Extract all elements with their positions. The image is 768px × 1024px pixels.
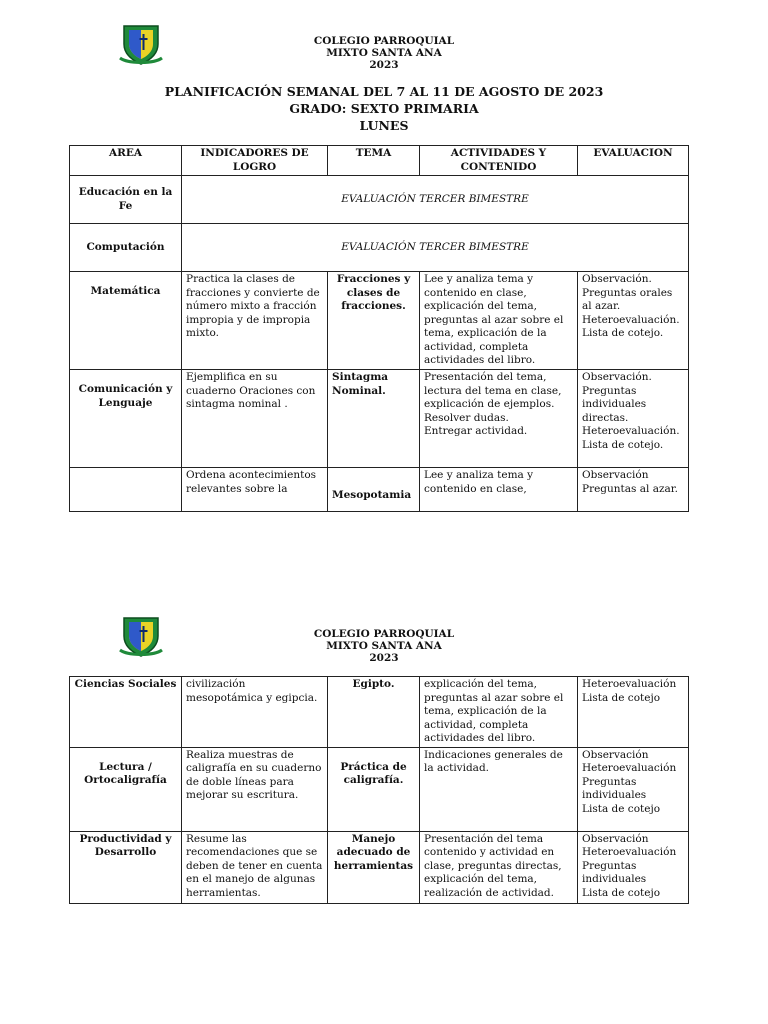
school-name-line1: COLEGIO PARROQUIAL [313, 35, 455, 47]
header-tema: TEMA [328, 146, 420, 176]
school-name-line2: MIXTO SANTA ANA [326, 47, 442, 59]
evaluacion-item: Observación. [582, 371, 652, 383]
evaluacion-item: Preguntas individuales [582, 859, 647, 885]
evaluacion-item: Observación. [582, 273, 652, 285]
actividad-item: Presentación del tema, lectura del tema en clase, explicación de ejemplos. [424, 371, 562, 410]
merged-cell: EVALUACIÓN TERCER BIMESTRE [182, 176, 689, 224]
indicador-cell: civilización mesopotámica y egipcia. [182, 677, 328, 748]
school-year: 2023 [369, 59, 399, 71]
actividad-item: Resolver dudas. [424, 411, 509, 424]
day-label: LUNES [359, 118, 409, 133]
evaluacion-item: Heteroevaluación [582, 762, 677, 774]
table-row [70, 677, 689, 748]
evaluacion-item: Heteroevaluación [582, 846, 677, 858]
evaluacion-item: Observación [582, 469, 649, 481]
area-cell: Comunicación y Lenguaje [70, 370, 182, 468]
evaluacion-item: Lista de cotejo [582, 886, 661, 899]
evaluacion-item: Preguntas individuales directas. [582, 384, 647, 424]
planning-table [69, 145, 689, 512]
table-row [70, 747, 689, 831]
evaluacion-item: Lista de cotejo [582, 802, 661, 815]
area-cell: Ciencias Sociales [70, 677, 182, 748]
table-row [70, 272, 689, 370]
indicador-cell: Resume las recomendaciones que se deben de tener en cuenta en el manejo de algunas herramientas. [182, 831, 328, 903]
table-row [70, 370, 689, 468]
evaluacion-cell [578, 831, 689, 903]
merged-cell: EVALUACIÓN TERCER BIMESTRE [182, 224, 689, 272]
grade-label: GRADO: SEXTO PRIMARIA [289, 101, 479, 116]
evaluacion-item: Lista de cotejo. [582, 327, 664, 339]
evaluacion-cell [578, 272, 689, 370]
evaluacion-item: Preguntas al azar. [582, 482, 678, 495]
school-name-line2: MIXTO SANTA ANA [326, 640, 442, 652]
school-name-header [0, 628, 768, 664]
tema-cell: Fracciones y clases de fracciones. [328, 272, 420, 370]
school-name-header [0, 35, 768, 71]
table-row [70, 468, 689, 512]
tema-cell: Egipto. [328, 677, 420, 748]
evaluacion-item: Heteroevaluación [582, 678, 677, 690]
evaluacion-item: Observación [582, 832, 649, 845]
evaluacion-item: Heteroevaluación. [582, 425, 680, 437]
tema-cell: Sintagma Nominal. [328, 370, 420, 468]
evaluacion-item: Lista de cotejo [582, 691, 661, 704]
actividades-cell: Presentación del tema contenido y actividad en clase, preguntas directas, explicación del tema, realización de actividad. [420, 831, 578, 903]
planning-heading [0, 83, 768, 134]
school-name-line1: COLEGIO PARROQUIAL [313, 628, 455, 640]
evaluacion-item: Lista de cotejo. [582, 438, 664, 451]
actividades-cell [420, 370, 578, 468]
area-cell: Matemática [70, 272, 182, 370]
indicador-cell: Practica la clases de fracciones y convierte de número mixto a fracción impropia y de impropia mixto. [182, 272, 328, 370]
header-area: AREA [70, 146, 182, 176]
evaluacion-item: Observación [582, 748, 649, 761]
table-row [70, 176, 689, 224]
evaluacion-item: Preguntas individuales [582, 775, 647, 801]
table-header-row [70, 146, 689, 176]
area-cell: Educación en la Fe [70, 176, 182, 224]
tema-cell: Mesopotamia [328, 468, 420, 512]
evaluacion-item: Heteroevaluación. [582, 313, 680, 326]
planning-table-continued [69, 676, 689, 904]
evaluacion-cell [578, 468, 689, 512]
area-cell: Lectura / Ortocaligrafía [70, 747, 182, 831]
evaluacion-item: Preguntas orales al azar. [582, 286, 673, 312]
header-indicadores: INDICADORES DE LOGRO [182, 146, 328, 176]
indicador-cell: Ordena acontecimientos relevantes sobre la [182, 468, 328, 512]
table-row [70, 224, 689, 272]
indicador-cell: Ejemplifica en su cuaderno Oraciones con sintagma nominal . [182, 370, 328, 468]
actividades-cell: Lee y analiza tema y contenido en clase, explicación del tema, preguntas al azar sobre el tema, explicación de la actividad, completa actividades del libro. [420, 272, 578, 370]
planning-title: PLANIFICACIÓN SEMANAL DEL 7 AL 11 DE AGOSTO DE 2023 [164, 84, 604, 99]
school-year: 2023 [369, 652, 399, 664]
actividades-cell: Lee y analiza tema y contenido en clase, [420, 468, 578, 512]
actividades-cell: explicación del tema, preguntas al azar sobre el tema, explicación de la actividad, completa actividades del libro. [420, 677, 578, 748]
table-row [70, 831, 689, 903]
area-cell: Productividad y Desarrollo [70, 831, 182, 903]
evaluacion-cell [578, 747, 689, 831]
area-cell: Computación [70, 224, 182, 272]
area-cell [70, 468, 182, 512]
indicador-cell: Realiza muestras de caligrafía en su cuaderno de doble líneas para mejorar su escritura. [182, 747, 328, 831]
actividad-item: Entregar actividad. [424, 425, 528, 437]
header-actividades: ACTIVIDADES Y CONTENIDO [420, 146, 578, 176]
tema-cell: Manejo adecuado de herramientas [328, 831, 420, 903]
evaluacion-cell [578, 677, 689, 748]
tema-cell: Práctica de caligrafía. [328, 747, 420, 831]
evaluacion-cell [578, 370, 689, 468]
actividades-cell: Indicaciones generales de la actividad. [420, 747, 578, 831]
header-evaluacion: EVALUACION [578, 146, 689, 176]
